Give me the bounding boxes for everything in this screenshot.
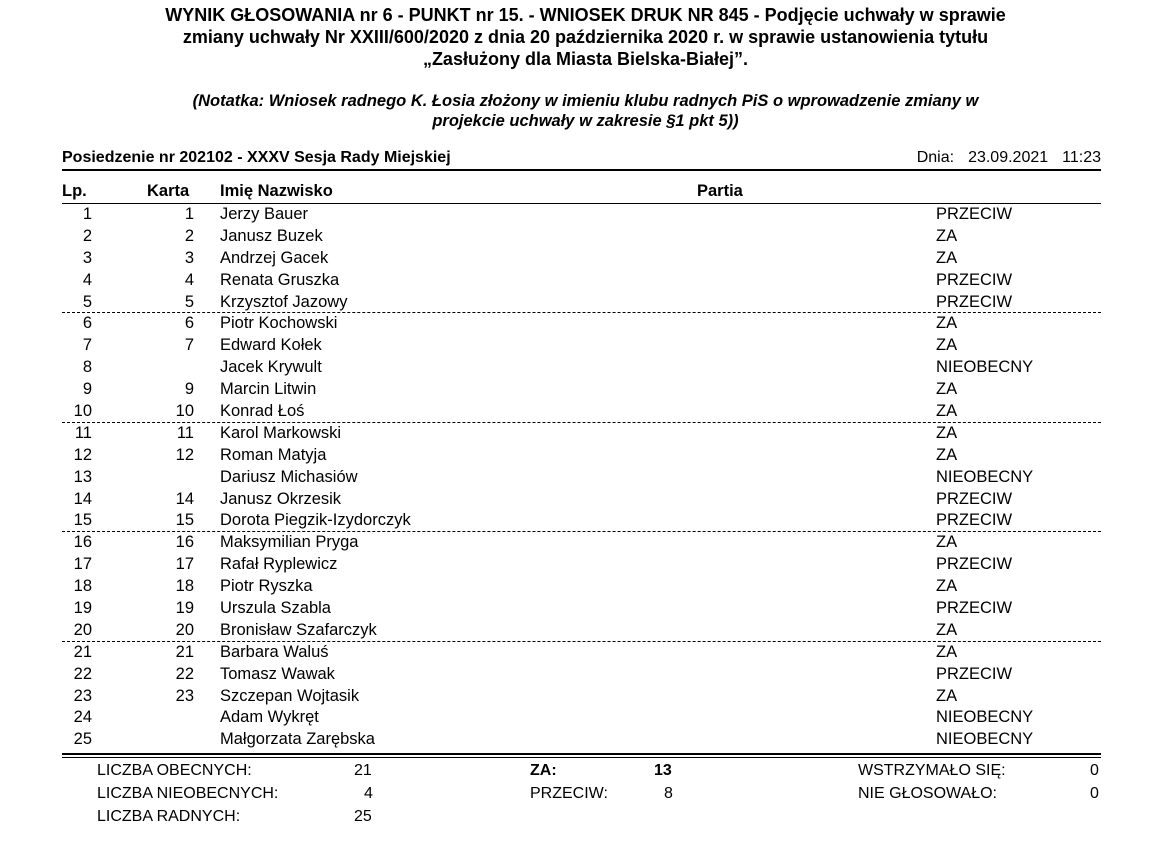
title-line-2: zmiany uchwały Nr XXIII/600/2020 z dnia 20 października 2020 r. w sprawie ustanowienia tytułu bbox=[182, 27, 989, 47]
row-vote: NIEOBECNY bbox=[936, 467, 1034, 486]
table-row bbox=[62, 532, 1101, 554]
row-name: Edward Kołek bbox=[220, 336, 322, 355]
row-lp: 18 bbox=[73, 577, 92, 596]
row-lp: 23 bbox=[73, 686, 92, 705]
row-lp: 14 bbox=[73, 489, 92, 508]
row-lp: 25 bbox=[73, 730, 92, 749]
time-value: 11:23 bbox=[1062, 149, 1101, 166]
row-karta: 12 bbox=[175, 445, 194, 464]
row-lp: 17 bbox=[73, 555, 92, 574]
przeciw-value: 8 bbox=[664, 785, 673, 802]
table-row bbox=[62, 423, 1101, 445]
title-line-1: WYNIK GŁOSOWANIA nr 6 - PUNKT nr 15. - WNIOSEK DRUK NR 845 - Podjęcie uchwały w sprawie bbox=[165, 5, 1006, 25]
table-bottom-rule-2 bbox=[62, 757, 1101, 758]
row-name: Piotr Kochowski bbox=[220, 314, 338, 333]
row-vote: ZA bbox=[936, 248, 958, 267]
row-vote: ZA bbox=[936, 402, 958, 421]
row-name: Andrzej Gacek bbox=[220, 248, 329, 267]
table-row bbox=[62, 357, 1101, 379]
row-name: Małgorzata Zarębska bbox=[220, 730, 375, 749]
row-karta: 3 bbox=[184, 248, 194, 267]
row-lp: 13 bbox=[73, 467, 92, 486]
row-vote: ZA bbox=[936, 314, 958, 333]
row-vote: PRZECIW bbox=[936, 664, 1013, 683]
row-name: Szczepan Wojtasik bbox=[220, 686, 360, 705]
novote-label: NIE GŁOSOWAŁO: bbox=[858, 785, 997, 802]
row-name: Karol Markowski bbox=[220, 423, 342, 442]
row-name: Janusz Okrzesik bbox=[220, 489, 342, 508]
row-name: Piotr Ryszka bbox=[220, 577, 313, 596]
row-name: Urszula Szabla bbox=[220, 599, 331, 618]
row-karta: 10 bbox=[175, 402, 194, 421]
row-karta: 21 bbox=[175, 642, 194, 661]
row-karta: 11 bbox=[176, 423, 194, 442]
row-lp: 1 bbox=[82, 205, 92, 223]
row-name: Barbara Waluś bbox=[220, 642, 329, 661]
row-lp: 15 bbox=[73, 511, 92, 530]
za-label: ZA: bbox=[530, 762, 557, 779]
note-line-2: projekcie uchwały w zakresie §1 pkt 5)) bbox=[432, 112, 739, 130]
absent-label: LICZBA NIEOBECNYCH: bbox=[97, 785, 279, 802]
title-line-3: „Zasłużony dla Miasta Bielska-Białej”. bbox=[422, 49, 749, 69]
col-header-party: Partia bbox=[697, 182, 743, 200]
row-lp: 12 bbox=[73, 445, 92, 464]
row-vote: PRZECIW bbox=[936, 205, 1013, 223]
row-lp: 4 bbox=[82, 270, 92, 289]
row-karta: 5 bbox=[184, 292, 194, 311]
abstain-label: WSTRZYMAŁO SIĘ: bbox=[858, 762, 1006, 779]
table-bottom-rule bbox=[62, 753, 1101, 755]
table-row bbox=[62, 664, 1101, 686]
note bbox=[0, 91, 1171, 131]
present-label: LICZBA OBECNYCH: bbox=[97, 762, 252, 779]
novote-value: 0 bbox=[1090, 785, 1099, 802]
row-name: Rafał Ryplewicz bbox=[220, 555, 338, 574]
abstain-value: 0 bbox=[1090, 762, 1099, 779]
row-karta: 16 bbox=[175, 533, 194, 552]
row-lp: 2 bbox=[82, 226, 92, 245]
table-row bbox=[62, 489, 1101, 511]
session-date bbox=[903, 149, 1101, 167]
header-top-rule bbox=[62, 169, 1101, 171]
row-lp: 7 bbox=[82, 336, 92, 355]
row-name: Jerzy Bauer bbox=[220, 205, 309, 223]
total-value: 25 bbox=[354, 808, 372, 825]
row-vote: ZA bbox=[936, 423, 958, 442]
row-vote: PRZECIW bbox=[936, 511, 1013, 530]
row-lp: 3 bbox=[82, 248, 92, 267]
table-row bbox=[62, 707, 1101, 729]
row-vote: ZA bbox=[936, 226, 958, 245]
table-row bbox=[62, 445, 1101, 467]
vote-table bbox=[62, 204, 1101, 751]
note-line-1: (Notatka: Wniosek radnego K. Łosia złożony w imieniu klubu radnych PiS o wprowadzenie zmiany w bbox=[192, 92, 979, 110]
row-name: Adam Wykręt bbox=[220, 708, 319, 727]
table-row bbox=[62, 598, 1101, 620]
row-name: Marcin Litwin bbox=[220, 380, 317, 399]
row-lp: 9 bbox=[82, 380, 92, 399]
table-row bbox=[62, 270, 1101, 292]
present-value: 21 bbox=[354, 762, 372, 779]
row-vote: ZA bbox=[936, 686, 958, 705]
row-karta: 9 bbox=[184, 380, 194, 399]
row-vote: ZA bbox=[936, 533, 958, 552]
row-lp: 11 bbox=[74, 423, 92, 442]
table-row bbox=[62, 313, 1101, 335]
row-karta: 1 bbox=[184, 205, 194, 223]
row-lp: 5 bbox=[82, 292, 92, 311]
row-name: Maksymilian Pryga bbox=[220, 533, 359, 552]
table-row bbox=[62, 204, 1101, 226]
document-title bbox=[0, 4, 1171, 70]
table-row bbox=[62, 292, 1101, 314]
row-name: Konrad Łoś bbox=[220, 402, 305, 421]
row-vote: NIEOBECNY bbox=[936, 730, 1034, 749]
row-karta: 20 bbox=[175, 620, 194, 639]
table-row bbox=[62, 335, 1101, 357]
col-header-lp: Lp. bbox=[62, 182, 87, 200]
row-name: Roman Matyja bbox=[220, 445, 327, 464]
row-name: Renata Gruszka bbox=[220, 270, 340, 289]
row-karta: 6 bbox=[184, 314, 194, 333]
row-lp: 16 bbox=[73, 533, 92, 552]
table-row bbox=[62, 729, 1101, 751]
date-value: 23.09.2021 bbox=[968, 149, 1049, 166]
row-name: Jacek Krywult bbox=[220, 358, 322, 377]
row-karta: 23 bbox=[175, 686, 194, 705]
row-name: Janusz Buzek bbox=[220, 226, 323, 245]
row-karta: 17 bbox=[175, 555, 194, 574]
row-karta: 22 bbox=[175, 664, 194, 683]
date-label: Dnia: bbox=[916, 149, 955, 166]
row-vote: PRZECIW bbox=[936, 555, 1013, 574]
table-row bbox=[62, 226, 1101, 248]
row-lp: 20 bbox=[73, 620, 92, 639]
row-lp: 24 bbox=[73, 708, 92, 727]
row-lp: 22 bbox=[73, 664, 92, 683]
row-name: Tomasz Wawak bbox=[220, 664, 335, 683]
col-header-name: Imię Nazwisko bbox=[220, 182, 333, 200]
row-karta: 14 bbox=[175, 489, 194, 508]
przeciw-label: PRZECIW: bbox=[530, 785, 608, 802]
row-lp: 8 bbox=[82, 358, 92, 377]
row-vote: ZA bbox=[936, 642, 958, 661]
row-vote: PRZECIW bbox=[936, 489, 1013, 508]
table-row bbox=[62, 379, 1101, 401]
row-name: Krzysztof Jazowy bbox=[220, 292, 348, 311]
row-vote: NIEOBECNY bbox=[936, 358, 1034, 377]
row-vote: ZA bbox=[936, 380, 958, 399]
table-row bbox=[62, 467, 1101, 489]
row-karta: 19 bbox=[175, 599, 194, 618]
row-name: Dariusz Michasiów bbox=[220, 467, 358, 486]
row-vote: PRZECIW bbox=[936, 292, 1013, 311]
row-vote: PRZECIW bbox=[936, 270, 1013, 289]
za-value: 13 bbox=[654, 762, 672, 779]
row-vote: ZA bbox=[936, 620, 958, 639]
row-karta: 18 bbox=[175, 577, 194, 596]
row-vote: NIEOBECNY bbox=[936, 708, 1034, 727]
row-lp: 19 bbox=[73, 599, 92, 618]
row-lp: 21 bbox=[73, 642, 92, 661]
session-name: Posiedzenie nr 202102 - XXXV Sesja Rady Miejskiej bbox=[62, 149, 451, 166]
row-karta: 2 bbox=[184, 226, 194, 245]
table-row bbox=[62, 686, 1101, 708]
col-header-karta: Karta bbox=[147, 182, 190, 200]
table-row bbox=[62, 554, 1101, 576]
table-row bbox=[62, 642, 1101, 664]
row-karta: 7 bbox=[184, 336, 194, 355]
table-row bbox=[62, 620, 1101, 642]
table-row bbox=[62, 248, 1101, 270]
row-name: Bronisław Szafarczyk bbox=[220, 620, 377, 639]
row-vote: ZA bbox=[936, 445, 958, 464]
row-lp: 6 bbox=[82, 314, 92, 333]
row-vote: ZA bbox=[936, 336, 958, 355]
row-karta: 15 bbox=[175, 511, 194, 530]
row-vote: PRZECIW bbox=[936, 599, 1013, 618]
row-name: Dorota Piegzik-Izydorczyk bbox=[220, 511, 411, 530]
total-label: LICZBA RADNYCH: bbox=[97, 808, 241, 825]
absent-value: 4 bbox=[364, 785, 373, 802]
row-karta: 4 bbox=[184, 270, 194, 289]
table-row bbox=[62, 576, 1101, 598]
table-row bbox=[62, 401, 1101, 423]
row-lp: 10 bbox=[73, 402, 92, 421]
row-vote: ZA bbox=[936, 577, 958, 596]
table-row bbox=[62, 510, 1101, 532]
